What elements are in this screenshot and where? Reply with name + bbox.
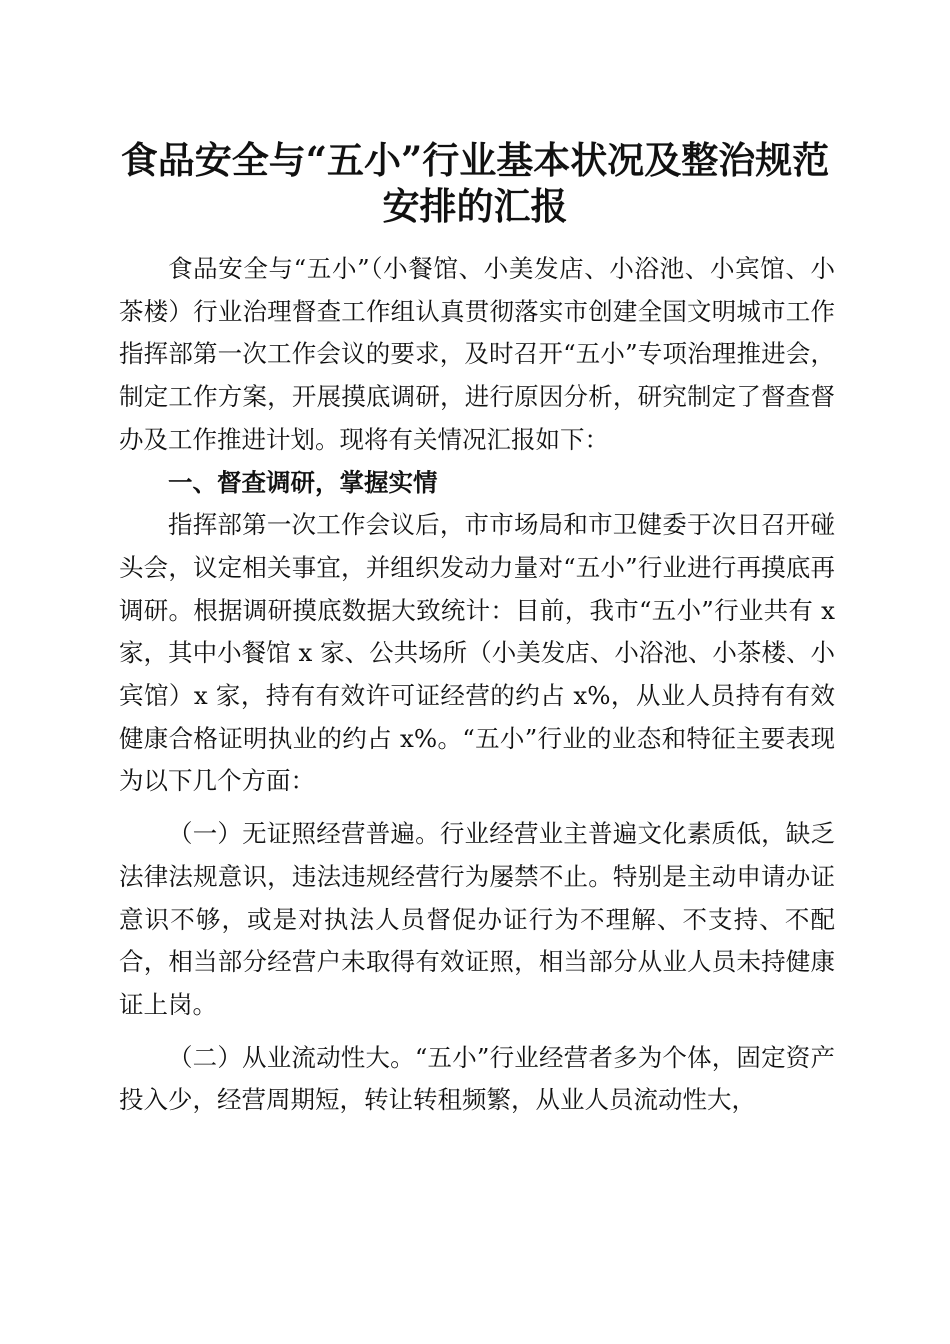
subsection-1-paragraph — [119, 813, 835, 1027]
intro-paragraph: 食品安全与“五小”（小餐馆、小美发店、小浴池、小宾馆、小茶楼）行业治理督查工作组认真贯彻落实市创建全国文明城市工作指挥部第一次工作会议的要求，及时召开“五小”专项治理推进会，制定工作方案，开展摸底调研，进行原因分析，研究制定了督查督办及工作推进计划。现将有关情况汇报如下： — [119, 254, 835, 454]
subsection-1-text: 行业经营业主普遍文化素质低，缺乏法律法规意识，违法违规经营行为屡禁不止。特别是主动申请办证意识不够，或是对执法人员督促办证行为不理解、不支持、不配合，相当部分经营户未取得有效证照，相当部分从业人员未持健康证上岗。 — [119, 819, 835, 1019]
section-1-heading: 一、督查调研，掌握实情 — [168, 467, 438, 497]
section-1-paragraph: 指挥部第一次工作会议后，市市场局和市卫健委于次日召开碰头会，议定相关事宜，并组织发动力量对“五小”行业进行再摸底再调研。根据调研摸底数据大致统计：目前，我市“五小”行业共有 x 家，其中小餐馆 x 家、公共场所（小美发店、小浴池、小茶楼、小宾馆）x 家，持有有效许可证经营的约占 x%，从业人员持有有效健康合格证明执业的约占 x%。“五小”行业的业态和特征主要表现为以下几个方面： — [119, 510, 835, 796]
subsection-2-text: “五小”行业经营者多为个体，固定资产投入少，经营周期短，转让转租频繁，从业人员流动性大， — [119, 1042, 835, 1115]
subsection-2-paragraph — [119, 1037, 835, 1122]
document-title-line-1: 食品安全与“五小”行业基本状况及整治规范 — [120, 138, 830, 182]
document-body — [119, 248, 835, 1122]
subsection-2-heading: （二）从业流动性大。 — [168, 1042, 415, 1072]
document-title-line-2: 安排的汇报 — [382, 184, 568, 228]
subsection-1-heading: （一）无证照经营普遍。 — [168, 819, 440, 849]
